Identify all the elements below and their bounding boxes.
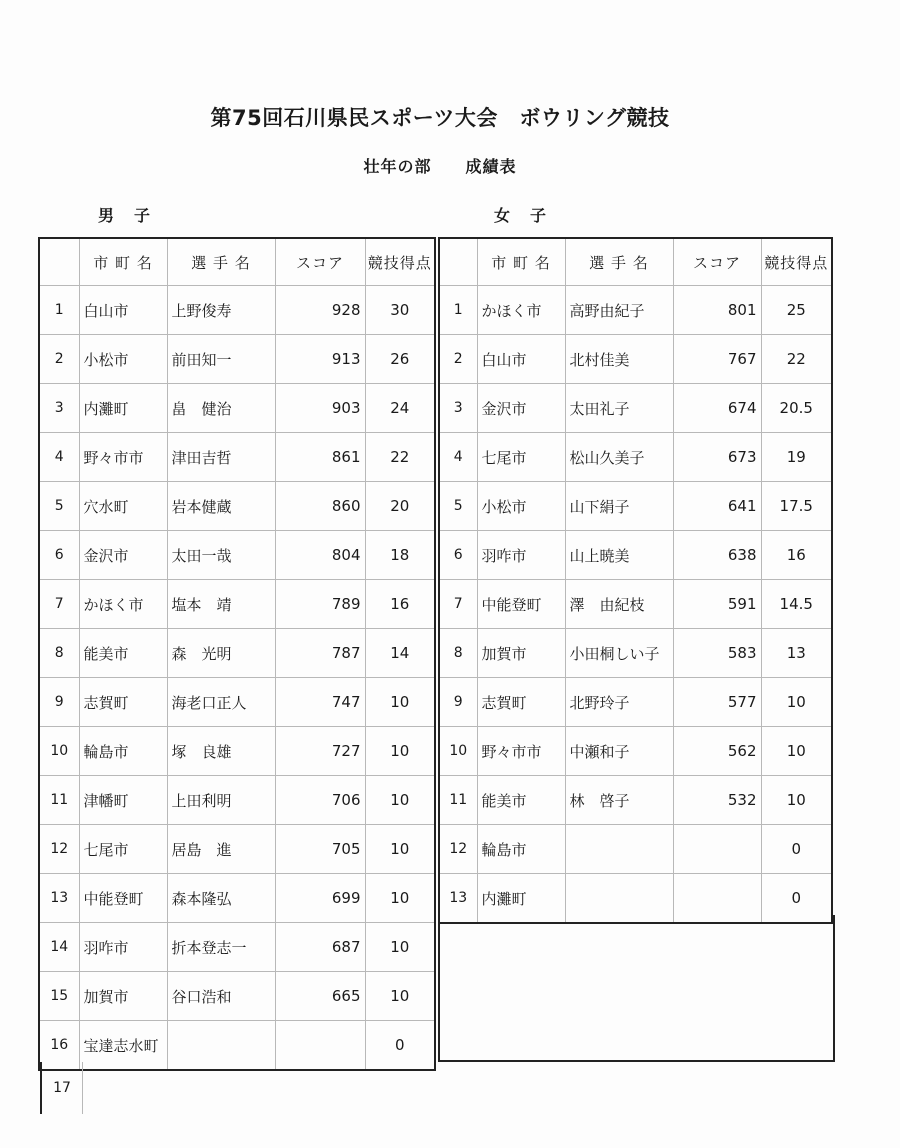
table-row <box>39 482 435 531</box>
player-name-cell: 林 啓子 <box>565 776 673 825</box>
rank-cell: 5 <box>439 482 477 531</box>
score-cell: 804 <box>275 531 365 580</box>
player-name-cell: 谷口浩和 <box>167 972 275 1021</box>
player-name-cell: 上野俊寿 <box>167 286 275 335</box>
table-row <box>439 629 832 678</box>
points-cell: 10 <box>365 678 435 727</box>
points-cell: 18 <box>365 531 435 580</box>
city-cell: かほく市 <box>477 286 565 335</box>
page-title: 第75回石川県民スポーツ大会 ボウリング競技 <box>210 106 670 130</box>
score-cell: 928 <box>275 286 365 335</box>
table-row <box>39 384 435 433</box>
city-cell: 内灘町 <box>477 874 565 924</box>
city-cell: 輪島市 <box>477 825 565 874</box>
men-results-table <box>38 237 436 1071</box>
rank-cell: 13 <box>439 874 477 924</box>
player-name-cell: 居島 進 <box>167 825 275 874</box>
city-cell: 金沢市 <box>477 384 565 433</box>
rank-cell: 10 <box>439 727 477 776</box>
city-cell: 内灘町 <box>79 384 167 433</box>
rank-cell: 14 <box>39 923 79 972</box>
rank-cell: 3 <box>39 384 79 433</box>
player-name-cell: 津田吉哲 <box>167 433 275 482</box>
city-cell: 中能登町 <box>79 874 167 923</box>
points-cell: 10 <box>365 874 435 923</box>
player-name-cell: 小田桐しい子 <box>565 629 673 678</box>
player-name-cell: 高野由紀子 <box>565 286 673 335</box>
table-row <box>39 874 435 923</box>
table-row <box>39 335 435 384</box>
score-cell: 913 <box>275 335 365 384</box>
score-cell: 687 <box>275 923 365 972</box>
city-cell: 七尾市 <box>477 433 565 482</box>
table-row <box>39 580 435 629</box>
player-name-cell: 海老口正人 <box>167 678 275 727</box>
rank-cell: 3 <box>439 384 477 433</box>
city-cell: 野々市市 <box>79 433 167 482</box>
table-row <box>39 531 435 580</box>
rank-cell: 16 <box>39 1021 79 1071</box>
score-cell: 706 <box>275 776 365 825</box>
city-cell: 中能登町 <box>477 580 565 629</box>
points-cell: 16 <box>761 531 832 580</box>
score-cell: 583 <box>673 629 761 678</box>
rank-cell: 12 <box>439 825 477 874</box>
points-cell: 10 <box>761 727 832 776</box>
score-cell: 787 <box>275 629 365 678</box>
men-extra-rank: 17 <box>53 1080 71 1096</box>
table-row <box>39 776 435 825</box>
score-cell <box>673 825 761 874</box>
score-cell: 562 <box>673 727 761 776</box>
women-section-label: 女 子 <box>494 206 549 225</box>
player-name-cell: 中瀬和子 <box>565 727 673 776</box>
women-table-empty-area <box>438 915 835 1062</box>
player-name-cell: 森 光明 <box>167 629 275 678</box>
score-cell: 789 <box>275 580 365 629</box>
player-name-cell: 太田一哉 <box>167 531 275 580</box>
city-cell: 野々市市 <box>477 727 565 776</box>
city-cell: 宝達志水町 <box>79 1021 167 1071</box>
city-cell: 小松市 <box>79 335 167 384</box>
rank-cell: 4 <box>439 433 477 482</box>
table-row <box>39 433 435 482</box>
points-cell: 10 <box>761 776 832 825</box>
score-cell: 801 <box>673 286 761 335</box>
header-player-name: 選 手 名 <box>565 238 673 286</box>
city-cell: 津幡町 <box>79 776 167 825</box>
points-cell: 0 <box>761 825 832 874</box>
player-name-cell: 北野玲子 <box>565 678 673 727</box>
table-row <box>39 825 435 874</box>
header-rank <box>39 238 79 286</box>
points-cell: 10 <box>761 678 832 727</box>
city-cell: 志賀町 <box>79 678 167 727</box>
table-row <box>39 629 435 678</box>
header-city: 市 町 名 <box>477 238 565 286</box>
table-row <box>39 1021 435 1071</box>
points-cell: 10 <box>365 825 435 874</box>
score-cell: 903 <box>275 384 365 433</box>
player-name-cell: 畠 健治 <box>167 384 275 433</box>
rank-cell: 7 <box>39 580 79 629</box>
city-cell: 志賀町 <box>477 678 565 727</box>
points-cell: 19 <box>761 433 832 482</box>
player-name-cell: 北村佳美 <box>565 335 673 384</box>
table-row <box>439 776 832 825</box>
city-cell: 穴水町 <box>79 482 167 531</box>
table-row <box>439 335 832 384</box>
rank-cell: 15 <box>39 972 79 1021</box>
points-cell: 13 <box>761 629 832 678</box>
city-cell: 金沢市 <box>79 531 167 580</box>
points-cell: 30 <box>365 286 435 335</box>
table-row <box>439 433 832 482</box>
points-cell: 10 <box>365 727 435 776</box>
women-results-table <box>438 237 833 924</box>
city-cell: 小松市 <box>477 482 565 531</box>
table-row <box>439 580 832 629</box>
score-cell: 699 <box>275 874 365 923</box>
player-name-cell: 折本登志一 <box>167 923 275 972</box>
score-cell: 641 <box>673 482 761 531</box>
rank-cell: 8 <box>439 629 477 678</box>
city-cell: 白山市 <box>477 335 565 384</box>
points-cell: 10 <box>365 923 435 972</box>
rank-cell: 11 <box>39 776 79 825</box>
rank-cell: 12 <box>39 825 79 874</box>
points-cell: 20.5 <box>761 384 832 433</box>
points-cell: 17.5 <box>761 482 832 531</box>
city-cell: 輪島市 <box>79 727 167 776</box>
points-cell: 10 <box>365 972 435 1021</box>
player-name-cell: 澤 由紀枝 <box>565 580 673 629</box>
player-name-cell: 上田利明 <box>167 776 275 825</box>
points-cell: 22 <box>365 433 435 482</box>
page-subtitle: 壮年の部 成績表 <box>363 157 517 176</box>
table-row <box>439 482 832 531</box>
city-cell: 白山市 <box>79 286 167 335</box>
player-name-cell <box>565 825 673 874</box>
score-cell: 767 <box>673 335 761 384</box>
points-cell: 20 <box>365 482 435 531</box>
points-cell: 24 <box>365 384 435 433</box>
city-cell: 羽咋市 <box>79 923 167 972</box>
header-score: スコア <box>275 238 365 286</box>
table-row <box>39 286 435 335</box>
rank-cell: 7 <box>439 580 477 629</box>
points-cell: 16 <box>365 580 435 629</box>
table-row <box>439 286 832 335</box>
points-cell: 22 <box>761 335 832 384</box>
score-cell: 591 <box>673 580 761 629</box>
score-cell: 860 <box>275 482 365 531</box>
table-row <box>39 923 435 972</box>
player-name-cell: 岩本健蔵 <box>167 482 275 531</box>
player-name-cell: 前田知一 <box>167 335 275 384</box>
score-cell <box>275 1021 365 1071</box>
rank-cell: 10 <box>39 727 79 776</box>
men-section-label: 男 子 <box>98 206 153 225</box>
score-cell: 665 <box>275 972 365 1021</box>
rank-cell: 11 <box>439 776 477 825</box>
table-row <box>39 972 435 1021</box>
score-cell: 747 <box>275 678 365 727</box>
points-cell: 10 <box>365 776 435 825</box>
city-cell: 加賀市 <box>79 972 167 1021</box>
rank-cell: 8 <box>39 629 79 678</box>
rank-cell: 1 <box>439 286 477 335</box>
table-row <box>39 678 435 727</box>
table-row <box>439 727 832 776</box>
rank-cell: 1 <box>39 286 79 335</box>
points-cell: 0 <box>365 1021 435 1071</box>
player-name-cell: 松山久美子 <box>565 433 673 482</box>
header-city: 市 町 名 <box>79 238 167 286</box>
score-cell: 705 <box>275 825 365 874</box>
score-cell: 861 <box>275 433 365 482</box>
city-cell: 加賀市 <box>477 629 565 678</box>
table-row <box>439 678 832 727</box>
points-cell: 0 <box>761 874 832 924</box>
men-extra-row <box>40 1062 83 1114</box>
city-cell: 七尾市 <box>79 825 167 874</box>
header-points: 競技得点 <box>365 238 435 286</box>
player-name-cell: 太田礼子 <box>565 384 673 433</box>
rank-cell: 9 <box>439 678 477 727</box>
rank-cell: 5 <box>39 482 79 531</box>
points-cell: 14.5 <box>761 580 832 629</box>
table-row <box>439 531 832 580</box>
table-header-row <box>439 238 832 286</box>
score-cell: 532 <box>673 776 761 825</box>
table-row <box>39 727 435 776</box>
player-name-cell: 森本隆弘 <box>167 874 275 923</box>
player-name-cell: 山上暁美 <box>565 531 673 580</box>
city-cell: 能美市 <box>477 776 565 825</box>
score-cell: 673 <box>673 433 761 482</box>
player-name-cell: 塚 良雄 <box>167 727 275 776</box>
player-name-cell: 塩本 靖 <box>167 580 275 629</box>
header-player-name: 選 手 名 <box>167 238 275 286</box>
points-cell: 14 <box>365 629 435 678</box>
city-cell: 能美市 <box>79 629 167 678</box>
header-score: スコア <box>673 238 761 286</box>
rank-cell: 2 <box>439 335 477 384</box>
header-rank <box>439 238 477 286</box>
player-name-cell <box>167 1021 275 1071</box>
rank-cell: 9 <box>39 678 79 727</box>
city-cell: 羽咋市 <box>477 531 565 580</box>
header-points: 競技得点 <box>761 238 832 286</box>
table-row <box>439 384 832 433</box>
rank-cell: 6 <box>39 531 79 580</box>
rank-cell: 13 <box>39 874 79 923</box>
rank-cell: 2 <box>39 335 79 384</box>
rank-cell: 6 <box>439 531 477 580</box>
score-cell: 727 <box>275 727 365 776</box>
points-cell: 25 <box>761 286 832 335</box>
rank-cell: 4 <box>39 433 79 482</box>
table-header-row <box>39 238 435 286</box>
score-cell: 638 <box>673 531 761 580</box>
points-cell: 26 <box>365 335 435 384</box>
player-name-cell: 山下絹子 <box>565 482 673 531</box>
score-cell: 674 <box>673 384 761 433</box>
table-row <box>439 825 832 874</box>
score-cell: 577 <box>673 678 761 727</box>
city-cell: かほく市 <box>79 580 167 629</box>
